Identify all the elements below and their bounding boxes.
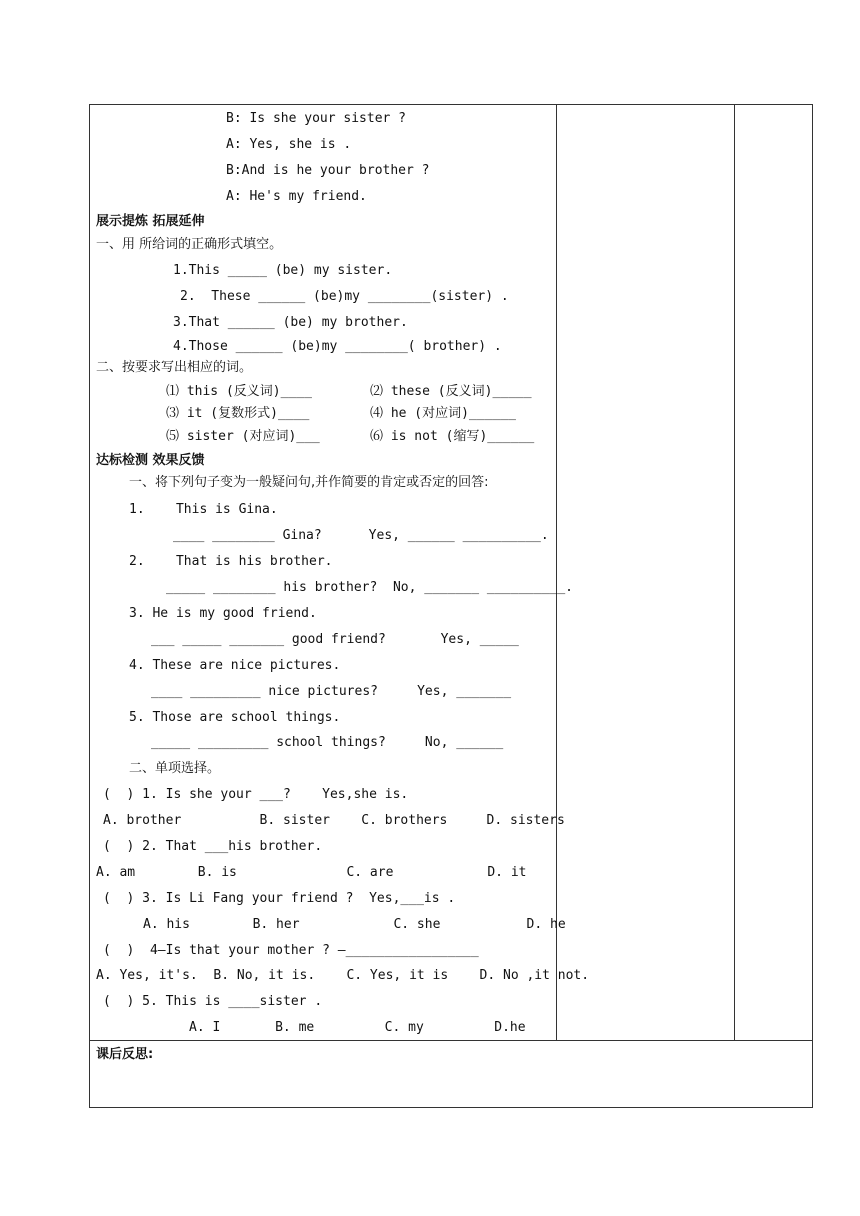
fill-item-2: 2. These ______ (be)my ________(sister) . [180, 289, 509, 304]
transform-line-5: 3. He is my good friend. [129, 606, 317, 621]
transform-line-9: 5. Those are school things. [129, 710, 341, 725]
row-divider [90, 1040, 812, 1041]
mc-line-2: A. brother B. sister C. brothers D. sisters [103, 813, 565, 828]
fill-item-4: 4.Those ______ (be)my ________( brother) . [173, 339, 502, 354]
dialogue-line-3: B:And is he your brother ? [226, 163, 430, 178]
fill-item-1: 1.This _____ (be) my sister. [173, 263, 393, 278]
mc-line-7: ( ) 4—Is that your mother ? —_________________ [103, 943, 479, 958]
fill-item-3: 3.That ______ (be) my brother. [173, 315, 408, 330]
mc-line-5: ( ) 3. Is Li Fang your friend ? Yes,___is . [103, 891, 456, 906]
transform-line-1: 1. This is Gina. [129, 502, 278, 517]
section1-part2-heading: 二、按要求写出相应的词。 [96, 360, 253, 375]
transform-line-7: 4. These are nice pictures. [129, 658, 341, 673]
transform-line-6: ___ _____ _______ good friend? Yes, _____ [151, 632, 519, 647]
word-item-5: ⑸ sister (对应词)___ [166, 429, 320, 444]
section2-title: 达标检测 效果反馈 [96, 453, 205, 468]
mc-line-3: ( ) 2. That ___his brother. [103, 839, 323, 854]
transform-line-2: ____ ________ Gina? Yes, ______ __________. [173, 528, 549, 543]
word-item-2: ⑵ these (反义词)_____ [370, 384, 532, 399]
transform-line-10: _____ _________ school things? No, ______ [151, 735, 504, 750]
word-item-1: ⑴ this (反义词)____ [166, 384, 312, 399]
transform-line-3: 2. That is his brother. [129, 554, 333, 569]
mc-line-1: ( ) 1. Is she your ___? Yes,she is. [103, 787, 409, 802]
reflection-title: 课后反思: [96, 1047, 154, 1062]
word-item-4: ⑷ he (对应词)______ [370, 406, 516, 421]
mc-line-9: ( ) 5. This is ____sister . [103, 994, 323, 1009]
mc-line-4: A. am B. is C. are D. it [96, 865, 527, 880]
mc-line-8: A. Yes, it's. B. No, it is. C. Yes, it is D. No ,it not. [96, 968, 590, 983]
dialogue-line-2: A: Yes, she is . [226, 137, 352, 152]
mc-line-10: A. I B. me C. my D.he [189, 1020, 526, 1035]
mc-line-6: A. his B. her C. she D. he [143, 917, 566, 932]
section1-title: 展示提炼 拓展延伸 [96, 214, 205, 229]
section2-part2-heading: 二、单项选择。 [129, 761, 221, 776]
word-item-6: ⑹ is not (缩写)______ [370, 429, 535, 444]
section2-part1-heading: 一、将下列句子变为一般疑问句,并作简要的肯定或否定的回答: [129, 475, 489, 490]
section1-part1-heading: 一、用 所给词的正确形式填空。 [96, 237, 283, 252]
column-divider-1 [556, 105, 557, 1041]
word-item-3: ⑶ it (复数形式)____ [166, 406, 310, 421]
dialogue-line-4: A: He's my friend. [226, 189, 367, 204]
transform-line-4: _____ ________ his brother? No, _______ __________. [166, 580, 573, 595]
column-divider-2 [734, 105, 735, 1041]
transform-line-8: ____ _________ nice pictures? Yes, _______ [151, 684, 512, 699]
dialogue-line-1: B: Is she your sister ? [226, 111, 407, 126]
